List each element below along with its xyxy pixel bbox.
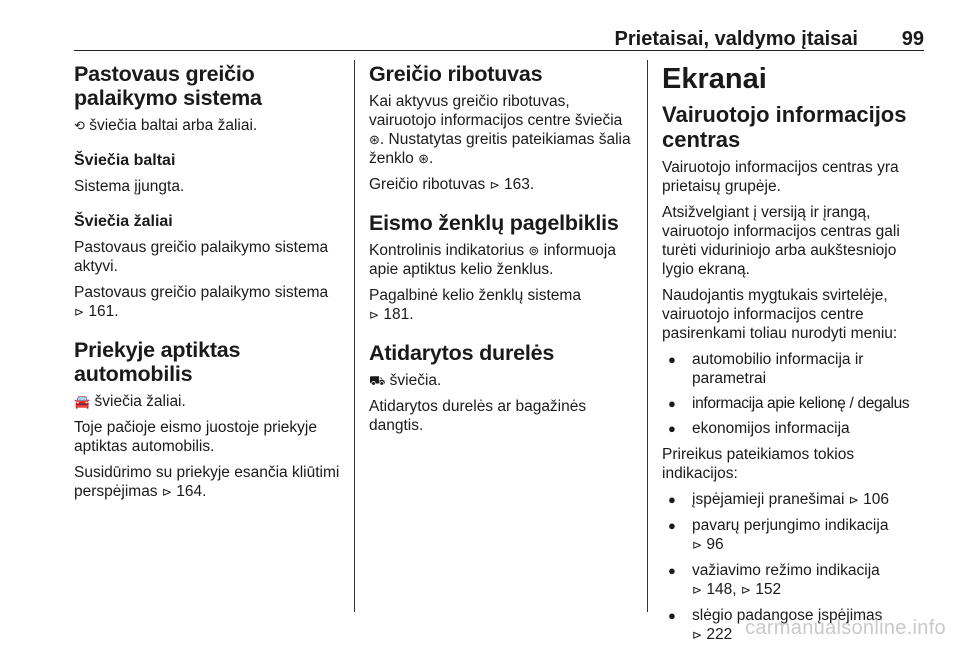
- doors-description: Atidarytos durelės ar bagažinės dangtis.: [369, 398, 587, 434]
- column-divider: [354, 60, 355, 612]
- heading-screens: Ekranai: [662, 63, 767, 95]
- page-link[interactable]: 152: [755, 581, 782, 598]
- paragraph: Atsižvelgiant į versiją ir įrangą, vairuotojo informacijos centras gali turėti viduriniojo arba aukštesniojo lygio ekraną.: [662, 204, 900, 278]
- heading-traffic-sign: Eismo ženklų pagelbiklis: [369, 211, 619, 235]
- traffic-sign-icon: ⊚: [528, 243, 540, 258]
- page-link[interactable]: 161.: [88, 303, 119, 320]
- heading-doors-open: Atidarytos durelės: [369, 341, 555, 365]
- paragraph: Naudojantis mygtukais svirtelėje, vairuotojo informacijos centre pasirenkami toliau nurodyti meniu:: [662, 287, 898, 342]
- header-title: Prietaisai, valdymo įtaisai: [614, 28, 858, 50]
- door-open-icon: ⛟: [369, 373, 386, 388]
- paragraph: Prireikus pateikiamos tokios indikacijos:: [662, 446, 855, 482]
- heading-green: Šviečia žaliai: [74, 213, 173, 230]
- page-ref-arrow-icon: ⊳: [692, 583, 703, 597]
- column-divider: [647, 60, 648, 612]
- page-link[interactable]: 222: [706, 626, 733, 643]
- page-ref-arrow-icon: ⊳: [692, 628, 703, 642]
- heading-cruise-control: Pastovaus greičio palaikymo sistema: [74, 62, 262, 110]
- speed-limiter-icon: ⊛: [418, 151, 430, 166]
- list-item: ● ekonomijos informacija: [662, 419, 930, 438]
- menu-list: [662, 350, 930, 438]
- sign-text: Kontrolinis indikatorius ⊚ informuoja apie aptiktus kelio ženklus.: [369, 242, 616, 278]
- speed-limiter-icon: ⊛: [369, 132, 380, 147]
- page-link[interactable]: 163.: [503, 176, 535, 193]
- car-icon: 🚘: [74, 394, 91, 409]
- paragraph: Vairuotojo informacijos centras yra prietaisų grupėje.: [662, 159, 899, 195]
- list-item: ● įspėjamieji pranešimai ⊳ 106: [662, 490, 930, 510]
- cruise-status: ⟲ šviečia baltai arba žaliai.: [74, 117, 258, 134]
- list-item: ● slėgio padangose įspėjimas ⊳ 222: [662, 606, 930, 645]
- heading-white: Šviečia baltai: [74, 152, 176, 169]
- white-text: Sistema įjungta.: [74, 178, 185, 195]
- vehicle-status: 🚘 šviečia žaliai.: [74, 393, 186, 410]
- watermark: carmanualsonline.info: [745, 617, 946, 639]
- page-link[interactable]: 148,: [706, 581, 737, 598]
- limiter-reference: Greičio ribotuvas ⊳ 163.: [369, 176, 535, 193]
- heading-speed-limiter: Greičio ribotuvas: [369, 62, 543, 86]
- page-header: [74, 20, 924, 51]
- page-link[interactable]: 106: [863, 491, 890, 508]
- page-ref-arrow-icon: ⊳: [161, 485, 172, 499]
- page-ref-arrow-icon: ⊳: [740, 583, 751, 597]
- page-number: 99: [901, 28, 924, 50]
- page-ref-arrow-icon: ⊳: [848, 493, 859, 507]
- doors-status: ⛟ šviečia.: [369, 372, 442, 389]
- column-3: [662, 62, 930, 652]
- page-link[interactable]: 181.: [383, 306, 414, 323]
- collision-warning-reference: Susidūrimo su priekyje esančia kliūtimi perspėjimas ⊳ 164.: [74, 464, 340, 500]
- page-link[interactable]: 96: [706, 536, 724, 553]
- green-text: Pastovaus greičio palaikymo sistema aktyvi.: [74, 239, 329, 275]
- list-item: ● pavarų perjungimo indikacija ⊳ 96: [662, 516, 930, 555]
- page-ref-arrow-icon: ⊳: [74, 305, 85, 319]
- page-ref-arrow-icon: ⊳: [369, 308, 380, 322]
- page-ref-arrow-icon: ⊳: [692, 538, 703, 552]
- list-item: ● važiavimo režimo indikacija ⊳ 148, ⊳ 152: [662, 561, 930, 600]
- column-1: [74, 62, 342, 509]
- list-item: ● automobilio informacija ir parametrai: [662, 350, 930, 388]
- vehicle-description: Toje pačioje eismo juostoje priekyje aptiktas automobilis.: [74, 419, 317, 455]
- page-ref-arrow-icon: ⊳: [489, 178, 500, 192]
- list-item: ● informacija apie kelionę / degalus: [662, 394, 930, 413]
- cruise-reference: Pastovaus greičio palaikymo sistema ⊳ 161.: [74, 284, 329, 320]
- heading-vehicle-ahead: Priekyje aptiktas automobilis: [74, 338, 241, 386]
- column-2: [369, 62, 635, 442]
- limiter-text: Kai aktyvus greičio ribotuvas, vairuotojo informacijos centre šviečia ⊛. Nustatytas greitis pateikiamas šalia ženklo ⊛.: [369, 93, 631, 167]
- page-link[interactable]: 164.: [176, 483, 207, 500]
- cruise-control-icon: ⟲: [74, 118, 85, 133]
- sign-reference: Pagalbinė kelio ženklų sistema ⊳ 181.: [369, 287, 581, 323]
- heading-driver-info-centre: Vairuotojo informacijos centras: [662, 102, 907, 152]
